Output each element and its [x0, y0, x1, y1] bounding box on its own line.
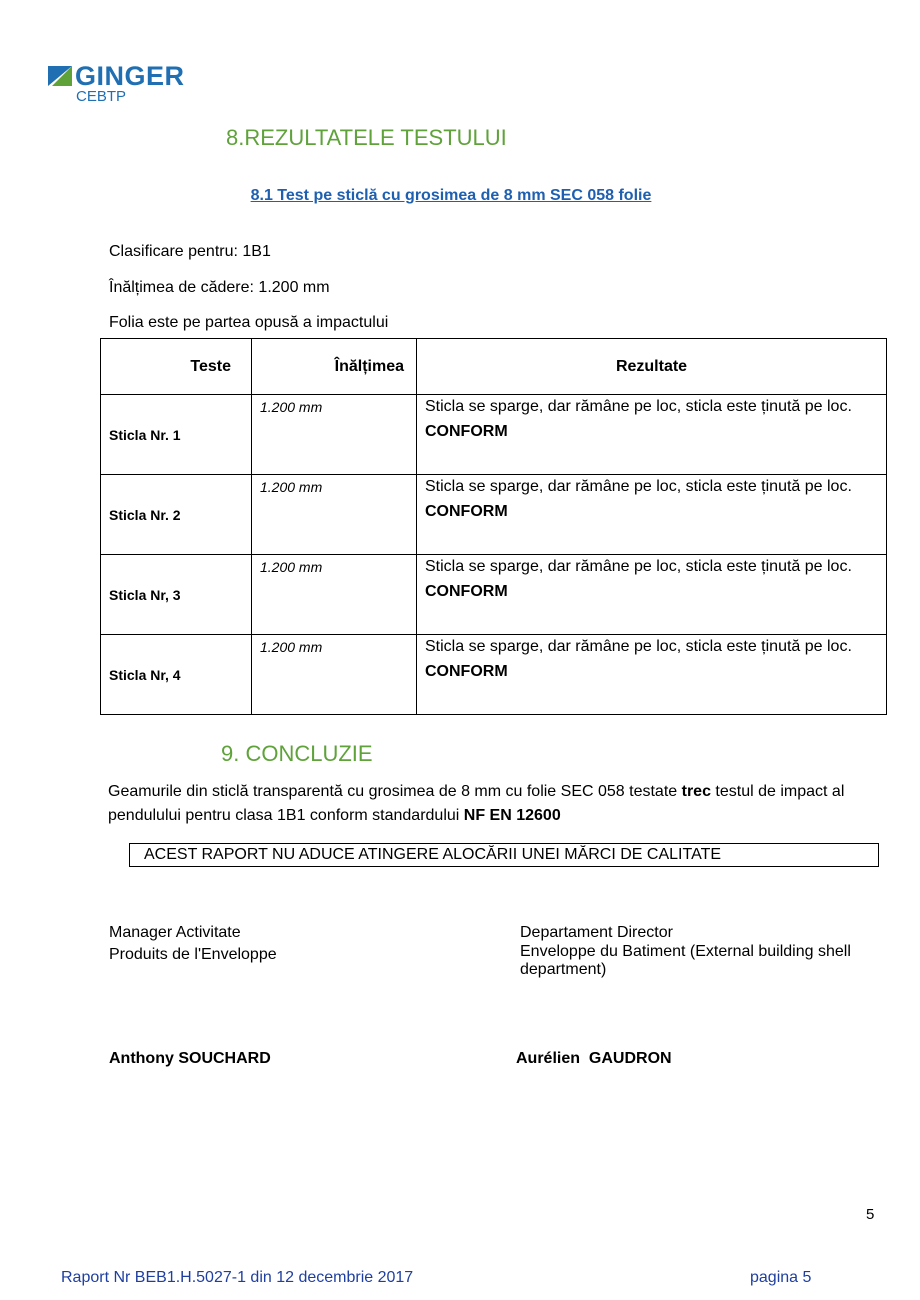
conclusion-standard: NF EN 12600: [463, 807, 561, 824]
table-row: [101, 395, 887, 475]
section-8-title: 8.REZULTATELE TESTULUI: [226, 125, 507, 150]
header-inaltimea: Înălțimea: [252, 339, 417, 395]
conclusion-trec: trec: [681, 783, 711, 800]
right-signatory-role: Departament Director: [520, 924, 673, 941]
test-verdict: CONFORM: [425, 503, 508, 520]
section-8-1-subtitle: 8.1 Test pe sticlă cu grosimea de 8 mm SEC 058 folie: [250, 187, 652, 204]
classification-line: Clasificare pentru: 1B1: [109, 243, 271, 260]
test-height: 1.200 mm: [252, 475, 417, 555]
drop-height-line: Înălțimea de cădere: 1.200 mm: [109, 279, 330, 296]
ginger-cebtp-logo: [48, 60, 198, 110]
left-signatory-role: Manager Activitate: [109, 924, 241, 941]
logo-subtitle: CEBTP: [76, 88, 127, 105]
film-note-line: Folia este pe partea opusă a impactului: [109, 314, 389, 331]
footer-page: pagina 5: [750, 1269, 812, 1286]
left-signatory-name: Anthony SOUCHARD: [109, 1050, 271, 1067]
test-result: Sticla se sparge, dar rămâne pe loc, sticla este ținută pe loc.: [425, 638, 852, 655]
test-verdict: CONFORM: [425, 583, 508, 600]
test-name: Sticla Nr, 4: [101, 635, 252, 715]
header-rezultate: Rezultate: [417, 339, 887, 395]
test-name: Sticla Nr. 1: [101, 395, 252, 475]
test-verdict: CONFORM: [425, 423, 508, 440]
right-signatory-department: Enveloppe du Batiment (External building shell department): [520, 943, 851, 978]
test-result: Sticla se sparge, dar rămâne pe loc, sticla este ținută pe loc.: [425, 558, 852, 575]
logo-mark-icon: [48, 66, 72, 86]
table-row: [101, 555, 887, 635]
page-number: 5: [866, 1206, 875, 1223]
conclusion-text-a: Geamurile din sticlă transparentă cu grosimea de 8 mm cu folie SEC 058 testate: [108, 783, 682, 800]
test-name: Sticla Nr, 3: [101, 555, 252, 635]
conclusion-paragraph: [108, 780, 898, 828]
logo-word: GINGER: [75, 61, 185, 91]
table-row: [101, 475, 887, 555]
footer-report-id: Raport Nr BEB1.H.5027-1 din 12 decembrie 2017: [61, 1269, 414, 1286]
section-9-title: 9. CONCLUZIE: [221, 741, 373, 766]
header-teste: Teste: [101, 339, 252, 395]
test-verdict: CONFORM: [425, 663, 508, 680]
table-header-row: [101, 339, 887, 395]
left-signatory-department: Produits de l'Enveloppe: [109, 946, 277, 963]
right-signatory-name: Aurélien GAUDRON: [516, 1050, 672, 1067]
test-result-cell: [417, 635, 887, 715]
test-height: 1.200 mm: [252, 635, 417, 715]
conclusion-text-c: testul de impact al pendulului pentru clasa 1B1 conform standardului: [108, 783, 845, 824]
test-name: Sticla Nr. 2: [101, 475, 252, 555]
table-row: [101, 635, 887, 715]
test-result: Sticla se sparge, dar rămâne pe loc, sticla este ținută pe loc.: [425, 478, 852, 495]
test-result: Sticla se sparge, dar rămâne pe loc, sticla este ținută pe loc.: [425, 398, 852, 415]
test-result-cell: [417, 555, 887, 635]
test-result-cell: [417, 475, 887, 555]
results-table: [100, 338, 887, 715]
test-height: 1.200 mm: [252, 395, 417, 475]
test-height: 1.200 mm: [252, 555, 417, 635]
test-result-cell: [417, 395, 887, 475]
quality-mark-notice: ACEST RAPORT NU ADUCE ATINGERE ALOCĂRII UNEI MĂRCI DE CALITATE: [129, 843, 879, 867]
